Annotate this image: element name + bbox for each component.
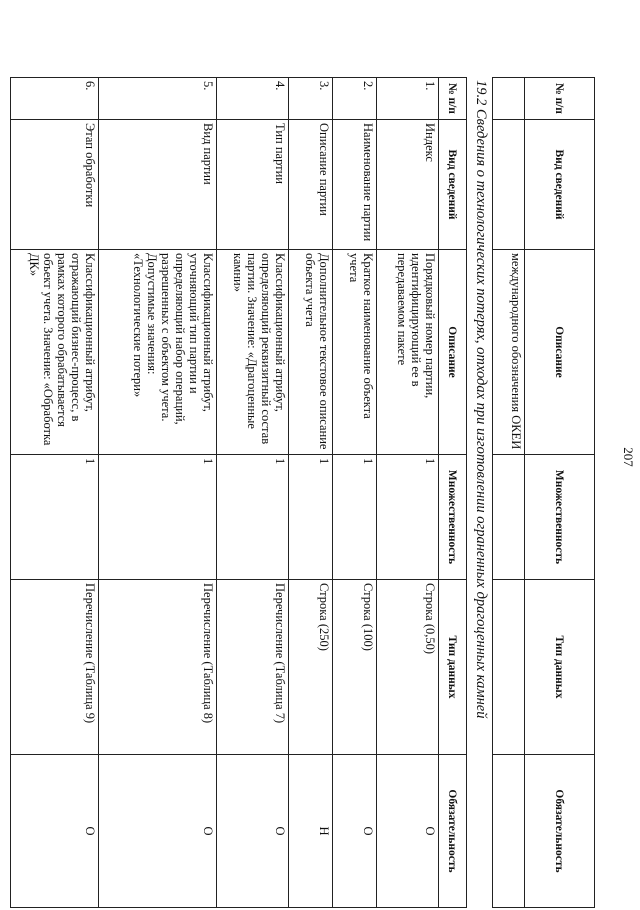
table-row xyxy=(289,78,333,908)
header-multiplicity: Множественность xyxy=(525,455,595,580)
row-number: 4. xyxy=(217,78,289,120)
row-multiplicity: 1 xyxy=(99,455,217,580)
row-number: 2. xyxy=(333,78,377,120)
row-data-type: Перечисление (Таблица 7) xyxy=(217,580,289,755)
header-kind: Вид сведений xyxy=(525,120,595,250)
row-number: 3. xyxy=(289,78,333,120)
header-multiplicity: Множественность xyxy=(439,455,467,580)
header-num: № п/п xyxy=(525,78,595,120)
row-data-type: Строка (100) xyxy=(333,580,377,755)
header-required: Обязательность xyxy=(439,755,467,908)
header-description: Описание xyxy=(439,250,467,455)
row-description: Классификационный атрибут, уточняющий тип партии и определяющий набор операций, разрешенных с объектом учета. Допустимые значения: «Технологические потери» xyxy=(99,250,217,455)
row-data-type: Строка (250) xyxy=(289,580,333,755)
row-kind: Вид партии xyxy=(99,120,217,250)
continuation-text: международного обозначения ОКЕИ xyxy=(493,250,525,455)
losses-table xyxy=(10,77,467,908)
header-data-type: Тип данных xyxy=(525,580,595,755)
row-description: Порядковый номер партии, идентифицирующий ее в передаваемом пакете xyxy=(377,250,439,455)
row-description: Классификационный атрибут, определяющий реквизитный состав партии. Значение: «Драгоценные камни» xyxy=(217,250,289,455)
row-required: О xyxy=(217,755,289,908)
row-required: О xyxy=(377,755,439,908)
header-data-type: Тип данных xyxy=(439,580,467,755)
row-required: О xyxy=(11,755,99,908)
row-description: Дополнительное текстовое описание объекта учета xyxy=(289,250,333,455)
table-header-row xyxy=(439,78,467,908)
row-required: Н xyxy=(289,755,333,908)
header-description: Описание xyxy=(525,250,595,455)
page-number: 207 xyxy=(621,447,636,467)
row-multiplicity: 1 xyxy=(289,455,333,580)
header-required: Обязательность xyxy=(525,755,595,908)
row-kind: Индекс xyxy=(377,120,439,250)
row-multiplicity: 1 xyxy=(377,455,439,580)
row-multiplicity: 1 xyxy=(11,455,99,580)
table-row xyxy=(333,78,377,908)
continuation-row xyxy=(493,78,525,908)
header-num: № п/п xyxy=(439,78,467,120)
table-row xyxy=(11,78,99,908)
table-row xyxy=(99,78,217,908)
row-data-type: Перечисление (Таблица 9) xyxy=(11,580,99,755)
row-data-type: Перечисление (Таблица 8) xyxy=(99,580,217,755)
row-number: 1. xyxy=(377,78,439,120)
row-kind: Этап обработки xyxy=(11,120,99,250)
row-number: 6. xyxy=(11,78,99,120)
row-required: О xyxy=(333,755,377,908)
row-multiplicity: 1 xyxy=(333,455,377,580)
row-kind: Описание партии xyxy=(289,120,333,250)
continuation-table xyxy=(492,77,595,908)
section-caption: 19.2 Сведения о технологических потерях, отходах при изготовлении ограненных драгоценных камней xyxy=(473,80,489,719)
row-data-type: Строка (0,50) xyxy=(377,580,439,755)
row-description: Классификационный атрибут, отражающий бизнес-процесс, в рамках которого обрабатывается объект учета. Значение: «Обработка ДК» xyxy=(11,250,99,455)
row-kind: Наименование партии xyxy=(333,120,377,250)
continuation-header-row xyxy=(525,78,595,908)
row-multiplicity: 1 xyxy=(217,455,289,580)
row-required: О xyxy=(99,755,217,908)
table-row xyxy=(217,78,289,908)
row-number: 5. xyxy=(99,78,217,120)
row-kind: Тип партии xyxy=(217,120,289,250)
row-description: Краткое наименование объекта учета xyxy=(333,250,377,455)
table-row xyxy=(377,78,439,908)
header-kind: Вид сведений xyxy=(439,120,467,250)
